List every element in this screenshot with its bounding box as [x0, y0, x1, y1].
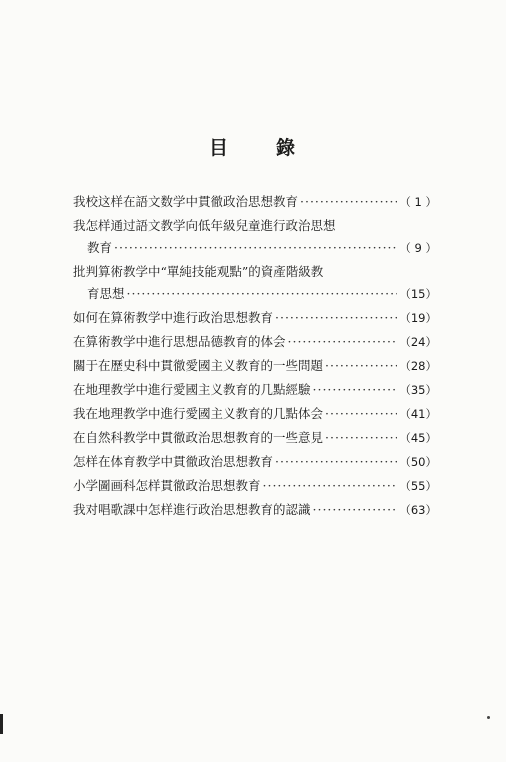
page-title — [0, 133, 506, 160]
toc-page-number: （28） — [399, 359, 437, 373]
toc-page-number: （ 9 ） — [399, 241, 437, 255]
table-of-contents — [73, 192, 437, 524]
toc-page-number: （41） — [399, 407, 437, 421]
toc-entry[interactable] — [73, 404, 437, 428]
toc-entry-title: 在自然科教学中貫徹政治思想教育的一些意見 — [73, 430, 324, 445]
toc-entry-title: 如何在算術教学中進行政治思想教育 — [73, 310, 274, 325]
toc-entry[interactable] — [73, 308, 437, 332]
toc-page-number: （55） — [399, 479, 437, 493]
dot-leader — [114, 240, 397, 255]
toc-page-number: （ 1 ） — [399, 195, 437, 209]
toc-entry[interactable] — [73, 476, 437, 500]
toc-page-number: （35） — [399, 383, 437, 397]
dot-leader — [313, 502, 398, 517]
toc-entry[interactable] — [73, 216, 437, 238]
toc-entry[interactable] — [73, 428, 437, 452]
title-char-2: 錄 — [276, 137, 298, 159]
toc-page-number: （24） — [399, 335, 437, 349]
toc-entry-continuation[interactable] — [73, 238, 437, 262]
toc-entry-title: 我在地理教学中進行愛國主义教育的几點体会 — [73, 406, 324, 421]
toc-entry[interactable] — [73, 262, 437, 284]
toc-page-number: （63） — [399, 503, 437, 517]
dot-leader — [313, 382, 398, 397]
toc-entry-title: 小学圖画科怎样貫徹政治思想教育 — [73, 478, 261, 493]
toc-entry-continuation[interactable] — [73, 284, 437, 308]
dot-leader — [275, 310, 397, 325]
toc-entry-title: 批判算術教学中“單純技能观點”的資產階級教 — [73, 264, 324, 279]
toc-page-number: （45） — [399, 431, 437, 445]
dot-leader — [127, 286, 398, 301]
scan-edge-mark — [0, 714, 3, 734]
toc-entry-title-continuation: 教育 — [87, 240, 113, 255]
scan-speck — [487, 716, 490, 719]
title-char-1: 目 — [208, 137, 230, 159]
toc-entry-title: 在算術教学中進行思想品德教育的体会 — [73, 334, 286, 349]
dot-leader — [300, 194, 397, 209]
dot-leader — [325, 358, 397, 373]
toc-entry-title: 怎样在体育教学中貫徹政治思想教育 — [73, 454, 274, 469]
toc-page-number: （15） — [399, 287, 437, 301]
toc-entry[interactable] — [73, 452, 437, 476]
toc-entry[interactable] — [73, 356, 437, 380]
toc-entry-title: 我校这样在語文数学中貫徹政治思想教育 — [73, 194, 299, 209]
toc-page-number: （19） — [399, 311, 437, 325]
toc-entry[interactable] — [73, 192, 437, 216]
toc-entry[interactable] — [73, 332, 437, 356]
dot-leader — [288, 334, 398, 349]
toc-page-number: （50） — [399, 455, 437, 469]
toc-entry-title: 我怎样通过語文教学向低年級兒童進行政治思想 — [73, 218, 336, 233]
toc-entry-title: 我对唱歌課中怎样進行政治思想教育的認識 — [73, 502, 311, 517]
dot-leader — [325, 430, 397, 445]
toc-entry[interactable] — [73, 380, 437, 404]
toc-entry-title-continuation: 育思想 — [87, 286, 125, 301]
dot-leader — [275, 454, 397, 469]
dot-leader — [325, 406, 397, 421]
dot-leader — [263, 478, 398, 493]
toc-entry-title: 在地理教学中進行愛國主义教育的几點經驗 — [73, 382, 311, 397]
toc-entry[interactable] — [73, 500, 437, 524]
toc-entry-title: 關于在歷史科中貫徹愛國主义教育的一些問題 — [73, 358, 324, 373]
